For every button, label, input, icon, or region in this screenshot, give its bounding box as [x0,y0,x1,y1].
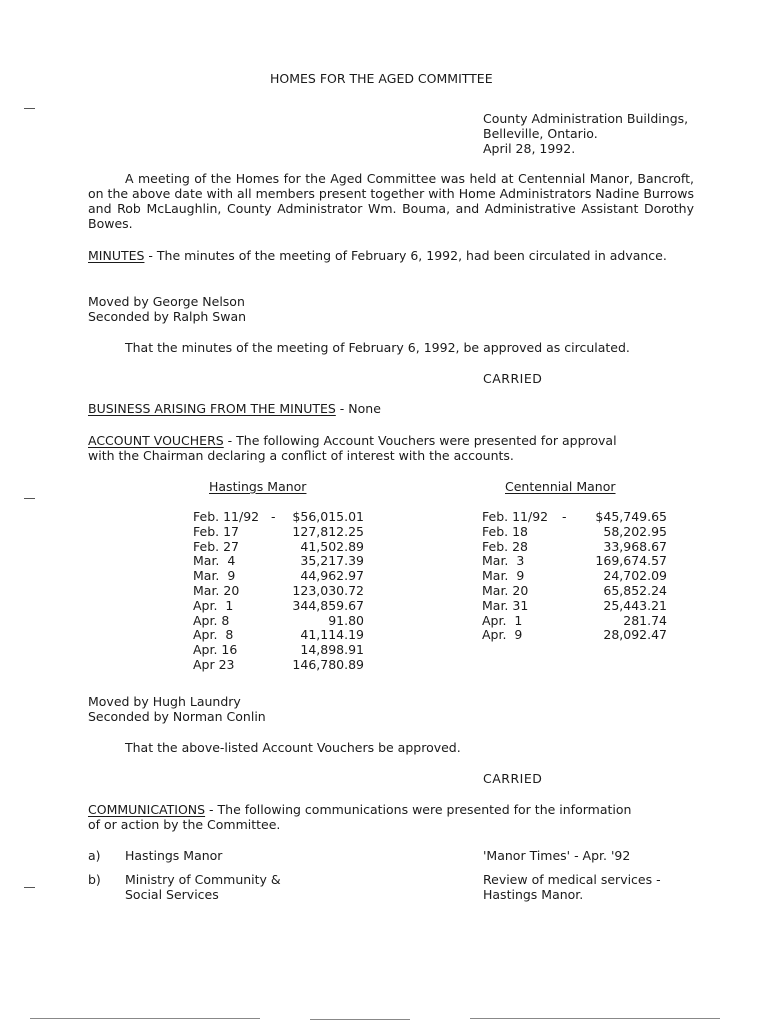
voucher-date: Feb. 11/92 [482,509,549,524]
minutes-heading: MINUTES [88,248,145,263]
communications-paragraph [88,802,631,817]
voucher-row [193,510,364,525]
voucher-amount: 146,780.89 [292,656,364,672]
communications-text: - The following communications were presented for the information [205,802,632,817]
account-vouchers-text-line2: with the Chairman declaring a conflict of interest with the accounts. [88,448,514,463]
voucher-dash [271,525,291,540]
hastings-manor-heading: Hastings Manor [209,479,307,494]
item-subject: Review of medical services - [483,872,661,887]
minutes-moved-by: Moved by George Nelson [88,294,245,309]
voucher-date: Apr. 1 [482,612,523,628]
voucher-row [193,540,364,555]
voucher-date: Mar. 9 [193,568,236,584]
voucher-dash [562,540,584,555]
voucher-dash: - [562,509,567,524]
voucher-row [482,525,667,540]
voucher-dash [562,525,584,540]
document-title: HOMES FOR THE AGED COMMITTEE [270,71,493,86]
voucher-amount: 14,898.91 [300,642,364,658]
voucher-amount: 24,702.09 [603,568,667,584]
business-arising-heading: BUSINESS ARISING FROM THE MINUTES [88,401,336,416]
voucher-row [482,614,667,629]
voucher-amount: 127,812.25 [292,523,364,539]
item-from: Ministry of Community & [125,872,281,887]
voucher-dash [562,628,584,643]
voucher-row [193,569,364,584]
voucher-date: Mar. 31 [482,597,529,613]
item-letter: b) [88,872,101,887]
footer-rule [30,1018,260,1019]
address-date: April 28, 1992. [483,141,576,156]
voucher-date: Apr. 8 [193,612,230,628]
address-line: Belleville, Ontario. [483,126,598,141]
voucher-row [482,569,667,584]
voucher-row [193,584,364,599]
voucher-dash [271,658,291,673]
voucher-row [193,554,364,569]
voucher-dash: - [271,509,276,524]
voucher-date: Feb. 27 [193,538,239,554]
voucher-dash [271,643,291,658]
voucher-row [193,628,364,643]
voucher-amount: 41,114.19 [300,627,364,643]
margin-mark [24,108,35,109]
minutes-motion: That the minutes of the meeting of February 6, 1992, be approved as circulated. [125,340,630,355]
account-vouchers-heading: ACCOUNT VOUCHERS [88,433,224,448]
hastings-voucher-table [193,510,364,673]
centennial-manor-heading: Centennial Manor [505,479,616,494]
item-from-line2: Social Services [125,887,219,902]
minutes-text: - The minutes of the meeting of February 6, 1992, had been circulated in advance. [144,248,667,263]
voucher-amount: 41,502.89 [300,538,364,554]
voucher-date: Feb. 17 [193,523,239,539]
voucher-date: Apr. 8 [193,627,234,643]
voucher-date: Mar. 20 [193,582,240,598]
voucher-amount: 44,962.97 [300,568,364,584]
voucher-amount: 123,030.72 [292,582,364,598]
voucher-date: Apr. 16 [193,642,238,658]
item-subject: 'Manor Times' - Apr. '92 [483,848,631,863]
voucher-dash [562,584,584,599]
vouchers-seconded-by: Seconded by Norman Conlin [88,709,266,724]
voucher-row [482,510,667,525]
voucher-dash [271,540,291,555]
voucher-row [193,525,364,540]
business-arising-paragraph [88,401,381,416]
voucher-row [193,643,364,658]
business-arising-text: - None [335,401,381,416]
voucher-dash [271,569,291,584]
voucher-dash [271,628,291,643]
voucher-row [482,584,667,599]
voucher-date: Feb. 11/92 [193,509,260,524]
voucher-date: Mar. 20 [482,582,529,598]
voucher-amount: 344,859.67 [292,597,364,613]
voucher-amount: 65,852.24 [603,582,667,598]
intro-paragraph: A meeting of the Homes for the Aged Committee was held at Centennial Manor, Bancroft, on the above date with all members present together with Home Administrators Nadine Burrows and Rob McLaughlin, County Administrator Wm. Bouma, and Administrative Assistant Dorothy Bowes. [88,171,694,231]
voucher-dash [271,599,291,614]
voucher-row [193,599,364,614]
voucher-row [193,658,364,673]
voucher-dash [562,554,584,569]
voucher-amount: 35,217.39 [300,553,364,569]
voucher-row [482,599,667,614]
voucher-amount: $56,015.01 [292,509,364,524]
footer-rule [310,1019,410,1020]
vouchers-carried: CARRIED [483,771,543,786]
voucher-date: Mar. 4 [193,553,236,569]
communications-text-line2: of or action by the Committee. [88,817,281,832]
minutes-paragraph [88,248,688,263]
voucher-date: Apr. 9 [482,627,523,643]
voucher-amount: 33,968.67 [603,538,667,554]
voucher-date: Apr 23 [193,656,235,672]
account-vouchers-text: - The following Account Vouchers were presented for approval [223,433,617,448]
voucher-date: Feb. 18 [482,523,528,539]
voucher-dash [271,584,291,599]
vouchers-moved-by: Moved by Hugh Laundry [88,694,241,709]
voucher-amount: 25,443.21 [603,597,667,613]
item-from: Hastings Manor [125,848,223,863]
voucher-dash [562,614,584,629]
voucher-date: Mar. 3 [482,553,525,569]
voucher-date: Apr. 1 [193,597,234,613]
voucher-row [482,628,667,643]
margin-mark [24,887,35,888]
voucher-row [482,540,667,555]
communications-heading: COMMUNICATIONS [88,802,206,817]
voucher-dash [562,569,584,584]
voucher-dash [562,599,584,614]
voucher-amount: 281.74 [623,612,667,628]
voucher-dash [271,554,291,569]
margin-mark [24,498,35,499]
footer-rule [470,1018,720,1019]
minutes-carried: CARRIED [483,371,543,386]
voucher-date: Mar. 9 [482,568,525,584]
item-letter: a) [88,848,101,863]
voucher-row [193,614,364,629]
vouchers-motion: That the above-listed Account Vouchers be approved. [125,740,461,755]
voucher-amount: 169,674.57 [595,553,667,569]
item-subject-line2: Hastings Manor. [483,887,584,902]
account-vouchers-paragraph [88,433,617,448]
voucher-row [482,554,667,569]
voucher-amount: 28,092.47 [603,627,667,643]
voucher-amount: 91.80 [328,612,364,628]
voucher-dash [271,614,291,629]
voucher-amount: $45,749.65 [595,509,667,524]
centennial-voucher-table [482,510,667,643]
minutes-seconded-by: Seconded by Ralph Swan [88,309,247,324]
address-line: County Administration Buildings, [483,111,689,126]
voucher-date: Feb. 28 [482,538,528,554]
voucher-amount: 58,202.95 [603,523,667,539]
